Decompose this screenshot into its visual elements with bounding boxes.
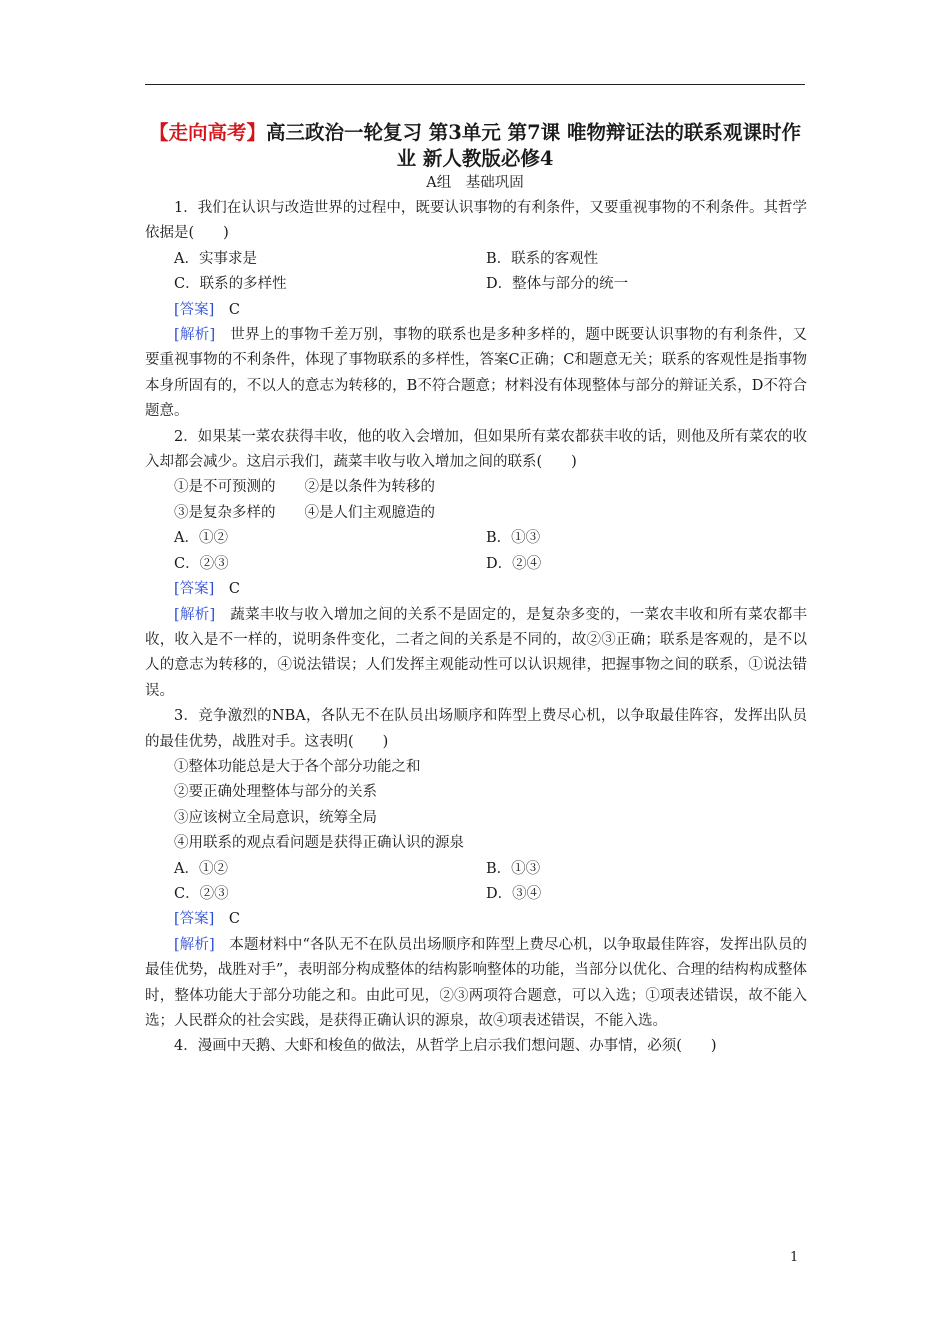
question-3-item-4: ④用联系的观点看问题是获得正确认识的源泉 [174, 835, 464, 852]
section-heading: A组 基础巩固 [426, 175, 524, 191]
question-3-item-2: ②要正确处理整体与部分的关系 [174, 784, 377, 801]
analysis-text: 本题材料中“各队无不在队员出场顺序和阵型上费尽心机，以争取最佳阵容，发挥出队员的最佳优势，战胜对手”，表明部分构成整体的结构影响整体的功能，当部分以优化、合理的结构构成整体时，整体功能大于部分功能之和。由此可见，②③两项符合题意，可以入选；①项表述错误，故不能入选；人民群众的社会实践，是获得正确认识的源泉，故④项表述错误，不能入选。 [145, 936, 807, 1029]
answer-value: C [228, 301, 240, 318]
question-3-stem: 3．竞争激烈的NBA，各队无不在队员出场顺序和阵型上费尽心机，以争取最佳阵容，发挥出队员的最佳优势，战胜对手。这表明( ) [145, 708, 807, 750]
option-d: D．③④ [486, 885, 542, 902]
question-3-options-row-2 [145, 882, 807, 907]
question-2-options-row-2 [145, 552, 807, 577]
option-a: A．①② [174, 860, 228, 877]
option-d: D．整体与部分的统一 [486, 276, 629, 293]
question-3-options-row-1 [145, 857, 807, 882]
option-a: A．实事求是 [174, 250, 257, 267]
analysis-label: [解析] [174, 936, 215, 953]
option-b: B．①③ [486, 860, 541, 877]
question-1-answer [145, 298, 807, 323]
page-number: 1 [790, 1250, 799, 1265]
option-d: D．②④ [486, 555, 542, 572]
answer-value: C [228, 911, 240, 928]
option-b: B．联系的客观性 [486, 250, 599, 267]
option-b: B．①③ [486, 530, 541, 547]
header-rule [145, 84, 805, 85]
document-body [145, 196, 807, 1060]
question-1-options-row-2 [145, 272, 807, 297]
analysis-text: 世界上的事物千差万别，事物的联系也是多种多样的，题中既要认识事物的有利条件，又要重视事物的不利条件，体现了事物联系的多样性，答案C正确；C和题意无关；联系的客观性是指事物本身所固有的，不以人的意志为转移的，B不符合题意；材料没有体现整体与部分的辩证关系，D不符合题意。 [145, 327, 807, 420]
option-c: C．②③ [174, 885, 229, 902]
question-3-item-1: ①整体功能总是大于各个部分功能之和 [174, 758, 421, 775]
question-3-answer [145, 907, 807, 932]
option-c: C．联系的多样性 [174, 276, 287, 293]
question-2-stem: 2．如果某一菜农获得丰收，他的收入会增加，但如果所有菜农都获丰收的话，则他及所有菜农的收入却都会减少。这启示我们，蔬菜丰收与收入增加之间的联系( ) [145, 428, 807, 471]
question-3-analysis [145, 933, 807, 1035]
analysis-label: [解析] [174, 606, 216, 623]
question-2-answer [145, 577, 807, 602]
analysis-label: [解析] [174, 327, 216, 344]
question-2-analysis [145, 603, 807, 705]
question-4-stem: 4．漫画中天鹅、大虾和梭鱼的做法，从哲学上启示我们想问题、办事情，必须( ) [174, 1038, 717, 1055]
option-c: C．②③ [174, 555, 229, 572]
question-1-stem: 1．我们在认识与改造世界的过程中，既要认识事物的有利条件，又要重视事物的不利条件。其哲学依据是( ) [145, 200, 807, 242]
answer-label: [答案] [174, 911, 215, 928]
title-text: 高三政治一轮复习 第3单元 第7课 唯物辩证法的联系观课时作业 新人教版必修4 [266, 121, 802, 170]
question-2-item-2: ③是复杂多样的 ④是人们主观臆造的 [174, 504, 435, 521]
question-2-item-1: ①是不可预测的 ②是以条件为转移的 [174, 479, 435, 496]
question-1-options-row-1 [145, 247, 807, 272]
title-bracket: 【走向高考】 [148, 121, 266, 144]
answer-label: [答案] [174, 301, 215, 318]
option-a: A．①② [174, 530, 228, 547]
analysis-text: 蔬菜丰收与收入增加之间的关系不是固定的，是复杂多变的，一菜农丰收和所有菜农都丰收，收入是不一样的，说明条件变化，二者之间的关系是不同的，故②③正确；联系是客观的，是不以人的意志为转移的，④说法错误；人们发挥主观能动性可以认识规律，把握事物之间的联系，①说法错误。 [145, 606, 807, 699]
question-3-item-3: ③应该树立全局意识，统筹全局 [174, 809, 377, 826]
question-1-analysis [145, 323, 807, 425]
document-title [140, 120, 810, 172]
answer-label: [答案] [174, 581, 215, 598]
question-2-options-row-1 [145, 526, 807, 551]
answer-value: C [228, 581, 240, 598]
